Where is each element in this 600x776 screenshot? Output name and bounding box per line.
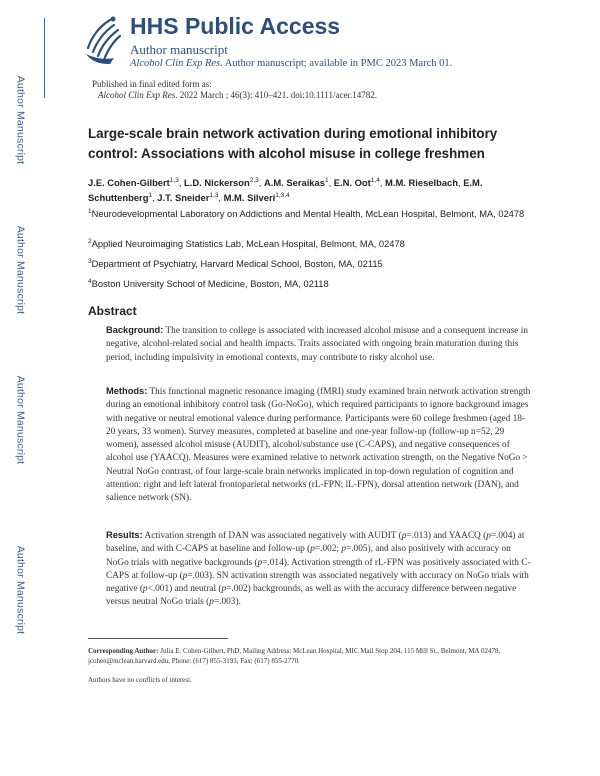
left-sidebar (0, 0, 40, 776)
journal-name: Alcohol Clin Exp Res (130, 58, 221, 69)
author-name: A.M. Seraikas (263, 177, 325, 188)
sidebar-label: Author Manuscript (14, 375, 27, 465)
affiliation: $^4$Boston University School of Medicine, Boston, MA, 02118 (88, 277, 329, 289)
hhs-eagle-logo-icon (80, 14, 126, 66)
abstract-results: Results: Activation strength of DAN was associated negatively with AUDIT (p=.013) and YAACQ (p=.004) at baseline, and with C-CAPS at baseline and follow-up (p=.002; p=.005), and also positively with accuracy on NoGo trials with negative backgrounds (p=.014). Activation strength of rL-FPN was positively associated with C-CAPS at follow-up (p=.003). SN activation strength was associated negatively with accuracy on NoGo trials with negative (p<.001) and neutral (p=.002) backgrounds, as well as with the accuracy difference between negative versus neutral NoGo trials (p=.003). (106, 530, 531, 608)
abstract-background: Background: The transition to college is associated with increased alcohol misuse and a consequent increase in negative, alcohol-related social and health impacts. Traits associated with ongoing brain maturation during this period, including impulsivity in emotional contexts, may contribute to risky alcohol use. (106, 325, 528, 363)
article-title: Large-scale brain network activation during emotional inhibitory control: Associations with alcohol misuse in college freshmen (88, 126, 498, 161)
header-divider (44, 18, 45, 98)
author-name: M.M. Rieselbach (385, 177, 458, 188)
affiliation: $^2$Applied Neuroimaging Statistics Lab, McLean Hospital, Belmont, MA, 02478 (88, 237, 405, 249)
published-label: Published in final edited form as: (92, 79, 212, 89)
author-name: J.E. Cohen-Gilbert (88, 177, 170, 188)
sidebar-label: Author Manuscript (14, 545, 27, 635)
author-name: E.M. Schuttenberg (88, 177, 483, 203)
abstract-heading: Abstract (88, 304, 137, 318)
author-name: L.D. Nickerson (184, 177, 250, 188)
published-citation: Alcohol Clin Exp Res. 2022 March ; 46(3): 410–421. doi:10.1111/acer.14782. (98, 90, 377, 100)
author-list: J.E. Cohen-Gilbert$^{1,3}$, L.D. Nickerson$^{2,3}$, A.M. Seraikas$^1$, E.N. Oot$^{1,4}$, M.M. Rieselbach, E.M. Schuttenberg$^1$, J.T. Sneider$^{1,3}$, M.M. Silveri$^{1,3,4}$ (88, 176, 483, 203)
footnote-divider (88, 638, 228, 639)
affiliation: $^1$Neurodevelopmental Laboratory on Addictions and Mental Health, McLean Hospital, Belmont, MA, 02478 (88, 207, 525, 219)
author-name: M.M. Silveri (223, 192, 276, 203)
author-name: E.N. Oot (333, 177, 371, 188)
availability-line: Alcohol Clin Exp Res. Author manuscript; available in PMC 2023 March 01. (130, 58, 453, 69)
manuscript-type: Author manuscript (130, 42, 228, 57)
corresponding-author-note: Corresponding Author: Julia E. Cohen-Gilbert, PhD, Mailing Address: McLean Hospital, MIC Mail Stop 204, 115 Mill St., Belmont, MA 02478, jcohen@mclean.harvard.edu, Phone: (617) 855-3193, Fax: (617) 855-2770. (88, 647, 501, 665)
conflict-of-interest-note: Authors have no conflicts of interest. (88, 676, 192, 684)
affiliation: $^3$Department of Psychiatry, Harvard Medical School, Boston, MA, 02115 (88, 257, 383, 269)
author-name: J.T. Sneider (157, 192, 210, 203)
sidebar-label: Author Manuscript (14, 225, 27, 315)
sidebar-label: Author Manuscript (14, 75, 27, 165)
hhs-title: HHS Public Access (130, 13, 341, 39)
abstract-methods: Methods: This functional magnetic resonance imaging (fMRI) study examined brain network activation strength during an emotional inhibitory control task (Go-NoGo), which required participants to ignore background images with negative or neutral emotional valence during performance. Participants were 60 college freshmen (aged 18-20 years, 33 women). Survey measures, completed at baseline and one-year follow-up (follow-up n=52, 29 women), assessed alcohol misuse (AUDIT), alcohol/substance use (C-CAPS), and negative consequences of alcohol use (YAACQ). Measures were examined relative to network activation strength, on the Negative NoGo > Neutral NoGo contrast, of four large-scale brain networks implicated in top-down regulation of cognition and attention: right and left lateral frontoparietal networks (rL-FPN; lL-FPN), dorsal attention network (DAN), and salience network (SN). (106, 386, 531, 504)
journal-name: Alcohol Clin Exp Res (98, 90, 176, 100)
